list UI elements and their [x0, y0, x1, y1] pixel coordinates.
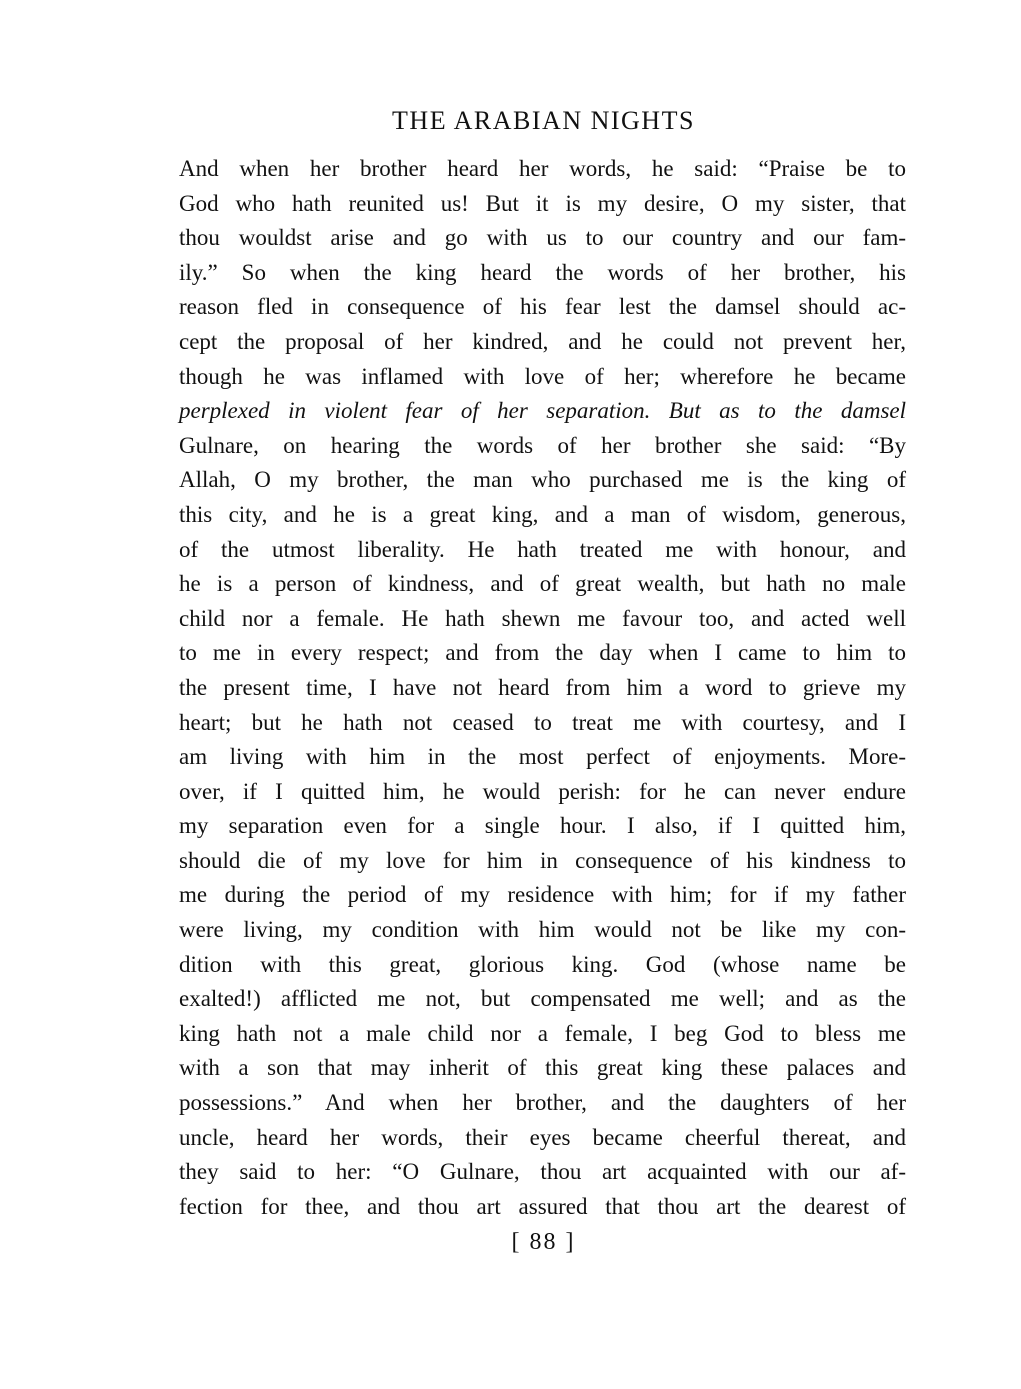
page-number: [ 88 ]	[511, 1229, 576, 1255]
text-line	[179, 1190, 906, 1225]
text-segment: heart; but he hath not ceased to treat me with courtesy, and I	[179, 709, 906, 735]
italic-text-segment: perplexed in violent fear of her separation. But as to the damsel	[179, 398, 906, 424]
text-segment: fection for thee, and thou art assured that thou art the dearest of	[179, 1193, 906, 1219]
text-line	[179, 567, 906, 602]
text-line	[179, 325, 906, 360]
text-segment: king hath not a male child nor a female, I beg God to bless me	[179, 1020, 906, 1046]
text-line	[179, 498, 906, 533]
text-line	[179, 256, 906, 291]
text-segment: thou wouldst arise and go with us to our country and our fam-	[179, 225, 906, 251]
text-line	[179, 844, 906, 879]
body-text	[179, 152, 906, 1224]
text-segment: of the utmost liberality. He hath treated me with honour, and	[179, 536, 906, 562]
text-segment: exalted!) afflicted me not, but compensated me well; and as the	[179, 986, 906, 1012]
text-line	[179, 706, 906, 741]
text-segment: my separation even for a single hour. I also, if I quitted him,	[179, 813, 906, 839]
text-segment: possessions.” And when her brother, and the daughters of her	[179, 1090, 906, 1116]
text-segment: were living, my condition with him would not be like my con-	[179, 917, 906, 943]
text-segment: Allah, O my brother, the man who purchased me is the king of	[179, 467, 906, 493]
text-segment: to me in every respect; and from the day when I came to him to	[179, 640, 906, 666]
text-line	[179, 394, 906, 429]
text-segment: cept the proposal of her kindred, and he could not prevent her,	[179, 328, 906, 354]
text-line	[179, 636, 906, 671]
text-line	[179, 982, 906, 1017]
text-line	[179, 1121, 906, 1156]
text-line	[179, 671, 906, 706]
text-segment: over, if I quitted him, he would perish: for he can never endure	[179, 778, 906, 804]
text-line	[179, 1086, 906, 1121]
text-line	[179, 809, 906, 844]
text-segment: dition with this great, glorious king. God (whose name be	[179, 951, 906, 977]
text-segment: this city, and he is a great king, and a man of wisdom, generous,	[179, 501, 906, 527]
text-line	[179, 360, 906, 395]
text-line	[179, 152, 906, 187]
text-segment: ily.” So when the king heard the words of her brother, his	[179, 259, 906, 285]
text-line	[179, 290, 906, 325]
text-line	[179, 1155, 906, 1190]
text-segment: the present time, I have not heard from him a word to grieve my	[179, 674, 906, 700]
text-segment: though he was inflamed with love of her; wherefore he became	[179, 363, 906, 389]
text-line	[179, 1017, 906, 1052]
text-segment: they said to her: “O Gulnare, thou art acquainted with our af-	[179, 1159, 906, 1185]
text-segment: God who hath reunited us! But it is my desire, O my sister, that	[179, 190, 906, 216]
text-segment: should die of my love for him in consequence of his kindness to	[179, 847, 906, 873]
text-line	[179, 429, 906, 464]
text-segment: child nor a female. He hath shewn me favour too, and acted well	[179, 605, 906, 631]
text-segment: uncle, heard her words, their eyes became cheerful thereat, and	[179, 1124, 906, 1150]
text-segment: And when her brother heard her words, he said: “Praise be to	[179, 156, 906, 181]
text-segment: Gulnare, on hearing the words of her brother she said: “By	[179, 432, 906, 458]
text-line	[179, 878, 906, 913]
text-line	[179, 221, 906, 256]
text-line	[179, 463, 906, 498]
text-segment: with a son that may inherit of this great king these palaces and	[179, 1055, 906, 1081]
text-line	[179, 913, 906, 948]
text-line	[179, 602, 906, 637]
text-segment: he is a person of kindness, and of great wealth, but hath no male	[179, 571, 906, 597]
text-line	[179, 1051, 906, 1086]
text-line	[179, 533, 906, 568]
text-segment: me during the period of my residence with him; for if my father	[179, 882, 906, 908]
text-line	[179, 948, 906, 983]
text-line	[179, 187, 906, 222]
text-segment: reason fled in consequence of his fear lest the damsel should ac-	[179, 294, 906, 320]
text-line	[179, 740, 906, 775]
running-head: THE ARABIAN NIGHTS	[392, 106, 695, 135]
text-segment: am living with him in the most perfect of enjoyments. More-	[179, 744, 906, 770]
text-line	[179, 775, 906, 810]
